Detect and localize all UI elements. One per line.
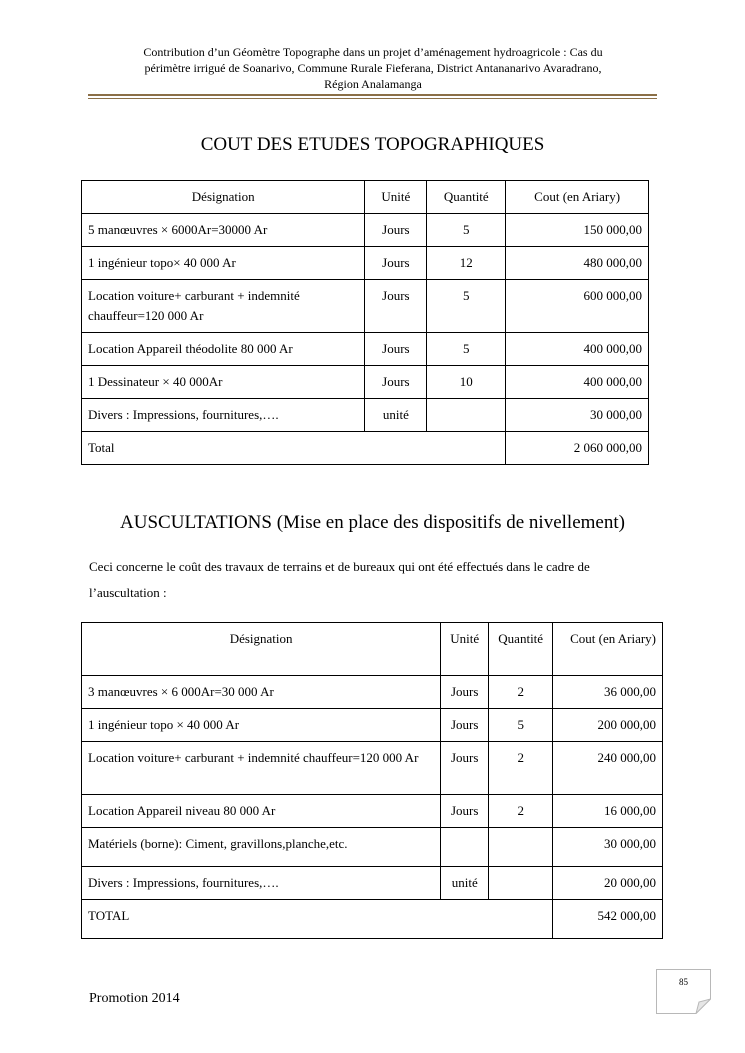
cell-cout: 400 000,00 (506, 366, 649, 399)
col-header-quantite: Quantité (427, 181, 506, 214)
cell-quantite: 12 (427, 247, 506, 280)
cell-quantite: 5 (427, 214, 506, 247)
table-row (82, 399, 649, 432)
table-row (82, 795, 663, 828)
cell-designation: Divers : Impressions, fournitures,…. (82, 867, 441, 900)
page-number: 85 (679, 977, 688, 987)
table-total-row (82, 900, 663, 939)
cell-unite: Jours (441, 742, 489, 795)
col-header-unite: Unité (365, 181, 427, 214)
footer-text: Promotion 2014 (89, 991, 180, 1006)
cell-unite: Jours (365, 333, 427, 366)
cell-cout: 30 000,00 (506, 399, 649, 432)
cell-unite: unité (365, 399, 427, 432)
section-title-auscultations: AUSCULTATIONS (Mise en place des dispositifs de nivellement) (120, 512, 625, 533)
cell-cout: 600 000,00 (506, 280, 649, 333)
cell-cout: 480 000,00 (506, 247, 649, 280)
cell-cout: 16 000,00 (553, 795, 663, 828)
cell-designation: Location Appareil niveau 80 000 Ar (82, 795, 441, 828)
cell-unite: Jours (365, 280, 427, 333)
cell-cout: 36 000,00 (553, 676, 663, 709)
cell-quantite: 5 (427, 280, 506, 333)
cell-quantite: 2 (489, 676, 553, 709)
cell-designation: Divers : Impressions, fournitures,…. (82, 399, 365, 432)
cell-designation: 3 manœuvres × 6 000Ar=30 000 Ar (82, 676, 441, 709)
col-header-designation: Désignation (82, 623, 441, 676)
table-row (82, 867, 663, 900)
total-label: TOTAL (82, 900, 553, 939)
header-rule-thick (88, 94, 657, 96)
total-label: Total (82, 432, 506, 465)
cell-unite: Jours (365, 214, 427, 247)
table-row (82, 828, 663, 867)
cell-unite: unité (441, 867, 489, 900)
table-row (82, 214, 649, 247)
total-value: 542 000,00 (553, 900, 663, 939)
intro-paragraph: Ceci concerne le coût des travaux de terrains et de bureaux qui ont été effectués dans le cadre de l’auscultation : (89, 559, 590, 600)
cell-quantite: 2 (489, 795, 553, 828)
cell-quantite (489, 828, 553, 867)
cell-unite: Jours (365, 247, 427, 280)
col-header-quantite: Quantité (489, 623, 553, 676)
cell-designation: Location voiture+ carburant + indemnité chauffeur=120 000 Ar (82, 280, 365, 333)
cell-unite: Jours (441, 709, 489, 742)
col-header-cout: Cout (en Ariary) (553, 623, 663, 676)
table-row (82, 676, 663, 709)
table-row (82, 280, 649, 333)
cell-unite: Jours (365, 366, 427, 399)
cell-designation: Matériels (borne): Ciment, gravillons,planche,etc. (82, 828, 441, 867)
header-line-3: Région Analamanga (324, 77, 422, 91)
table-row (82, 247, 649, 280)
cell-quantite: 5 (489, 709, 553, 742)
table-header-row (82, 181, 649, 214)
cell-cout: 400 000,00 (506, 333, 649, 366)
cell-cout: 30 000,00 (553, 828, 663, 867)
table-row (82, 366, 649, 399)
table-total-row (82, 432, 649, 465)
cell-designation: 1 Dessinateur × 40 000Ar (82, 366, 365, 399)
col-header-unite: Unité (441, 623, 489, 676)
cell-designation: 5 manœuvres × 6000Ar=30000 Ar (82, 214, 365, 247)
cell-unite: Jours (441, 676, 489, 709)
col-header-designation: Désignation (82, 181, 365, 214)
table-row (82, 333, 649, 366)
table-header-row (82, 623, 663, 676)
header-rule-thin (88, 98, 657, 99)
running-header (90, 44, 656, 92)
cell-designation: Location voiture+ carburant + indemnité chauffeur=120 000 Ar (82, 742, 441, 795)
section-title-topo: COUT DES ETUDES TOPOGRAPHIQUES (200, 134, 545, 155)
cell-quantite (427, 399, 506, 432)
table-topo-costs (81, 180, 649, 465)
table-auscultation-costs (81, 622, 663, 939)
cell-unite: Jours (441, 795, 489, 828)
cell-cout: 200 000,00 (553, 709, 663, 742)
col-header-cout: Cout (en Ariary) (506, 181, 649, 214)
cell-designation: 1 ingénieur topo× 40 000 Ar (82, 247, 365, 280)
cell-designation: 1 ingénieur topo × 40 000 Ar (82, 709, 441, 742)
table-row (82, 709, 663, 742)
cell-quantite: 5 (427, 333, 506, 366)
page-number-box (656, 969, 711, 1014)
cell-quantite (489, 867, 553, 900)
cell-unite (441, 828, 489, 867)
cell-cout: 150 000,00 (506, 214, 649, 247)
cell-quantite: 10 (427, 366, 506, 399)
header-line-1: Contribution d’un Géomètre Topographe dans un projet d’aménagement hydroagricole : Cas du (143, 45, 603, 59)
table-row (82, 742, 663, 795)
cell-quantite: 2 (489, 742, 553, 795)
total-value: 2 060 000,00 (506, 432, 649, 465)
page-corner-fold-icon (656, 969, 711, 1014)
cell-designation: Location Appareil théodolite 80 000 Ar (82, 333, 365, 366)
cell-cout: 240 000,00 (553, 742, 663, 795)
header-line-2: périmètre irrigué de Soanarivo, Commune Rurale Fieferana, District Antananarivo Avaradrano, (144, 61, 602, 75)
cell-cout: 20 000,00 (553, 867, 663, 900)
